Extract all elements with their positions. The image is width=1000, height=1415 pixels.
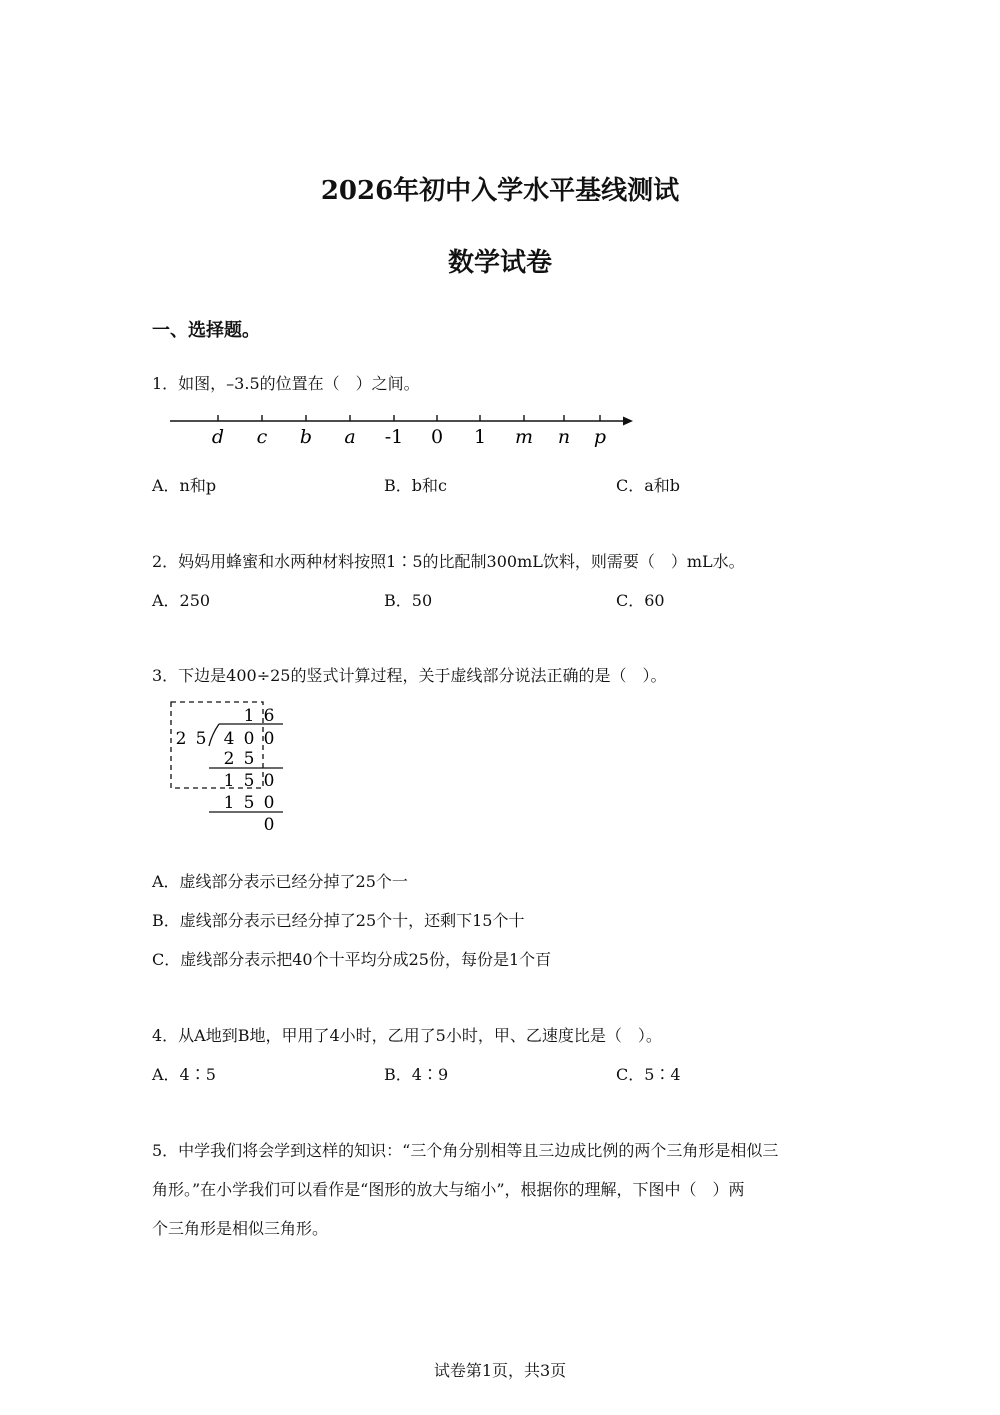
step3-digit-3: 0 [263, 793, 275, 813]
dividend-digit-1: 4 [223, 729, 235, 749]
step2-digit-2: 5 [243, 771, 255, 791]
question-3-stem: 3．下边是400÷25的竖式计算过程，关于虚线部分说法正确的是（ ）。 [152, 666, 667, 685]
q1-option-c[interactable]: C．a和b [616, 476, 681, 495]
question-5-line-1: 5．中学我们将会学到这样的知识：“三个角分别相等且三边成比例的两个三角形是相似三 [152, 1141, 779, 1160]
step1-digit-1: 2 [223, 749, 235, 769]
long-division-figure [165, 698, 290, 838]
q4-option-c[interactable]: C．5∶4 [616, 1065, 681, 1084]
step3-digit-1: 1 [223, 793, 235, 813]
page-subtitle: 数学试卷 [447, 248, 552, 278]
question-5-line-3: 个三角形是相似三角形。 [152, 1219, 329, 1238]
number-line-label: -1 [384, 426, 404, 448]
question-1-stem: 1．如图，–3.5的位置在（ ）之间。 [152, 374, 420, 393]
number-line-label: a [344, 426, 356, 448]
number-line-label: 0 [430, 426, 444, 448]
number-line-label: d [211, 426, 225, 448]
q1-option-a[interactable]: A．n和p [152, 476, 217, 495]
q2-option-b[interactable]: B．50 [384, 591, 433, 610]
number-line-figure [165, 408, 645, 454]
dividend-digit-3: 0 [263, 729, 275, 749]
number-line-label: n [557, 426, 571, 448]
number-line-arrow [623, 417, 633, 426]
question-4-stem: 4．从A地到B地，甲用了4小时，乙用了5小时，甲、乙速度比是（ ）。 [152, 1026, 662, 1045]
q2-option-c[interactable]: C．60 [616, 591, 665, 610]
divisor-digit-2: 5 [195, 729, 207, 749]
number-line-label: p [593, 426, 607, 448]
quotient-digit-1: 1 [243, 706, 255, 726]
page-footer: 试卷第1页，共3页 [433, 1361, 567, 1380]
divisor-digit-1: 2 [175, 729, 187, 749]
remainder-digit: 0 [263, 815, 275, 835]
q2-option-a[interactable]: A．250 [152, 591, 211, 610]
q3-option-b[interactable]: B．虚线部分表示已经分掉了25个十，还剩下15个十 [152, 911, 525, 930]
step1-digit-2: 5 [243, 749, 255, 769]
q1-option-b[interactable]: B．b和c [384, 476, 447, 495]
number-line-label: b [299, 426, 313, 448]
section-heading: 一、选择题。 [152, 320, 260, 341]
number-line-label: c [256, 426, 268, 448]
division-bracket-curve [209, 724, 219, 746]
question-2-stem: 2．妈妈用蜂蜜和水两种材料按照1∶5的比配制300mL饮料，则需要（ ）mL水。 [152, 552, 745, 571]
dividend-digit-2: 0 [243, 729, 255, 749]
page-title: 2026年初中入学水平基线测试 [320, 176, 680, 206]
q4-option-a[interactable]: A．4∶5 [152, 1065, 216, 1084]
q4-option-b[interactable]: B．4∶9 [384, 1065, 449, 1084]
number-line-label: m [514, 426, 534, 448]
q3-option-a[interactable]: A．虚线部分表示已经分掉了25个一 [152, 872, 408, 891]
q3-option-c[interactable]: C．虚线部分表示把40个十平均分成25份，每份是1个百 [152, 950, 552, 969]
step2-digit-1: 1 [223, 771, 235, 791]
step3-digit-2: 5 [243, 793, 255, 813]
number-line-label: 1 [473, 426, 487, 448]
question-5-line-2: 角形。”在小学我们可以看作是“图形的放大与缩小”，根据你的理解，下图中（ ）两 [152, 1180, 745, 1199]
step2-digit-3: 0 [263, 771, 275, 791]
quotient-digit-2: 6 [263, 706, 275, 726]
